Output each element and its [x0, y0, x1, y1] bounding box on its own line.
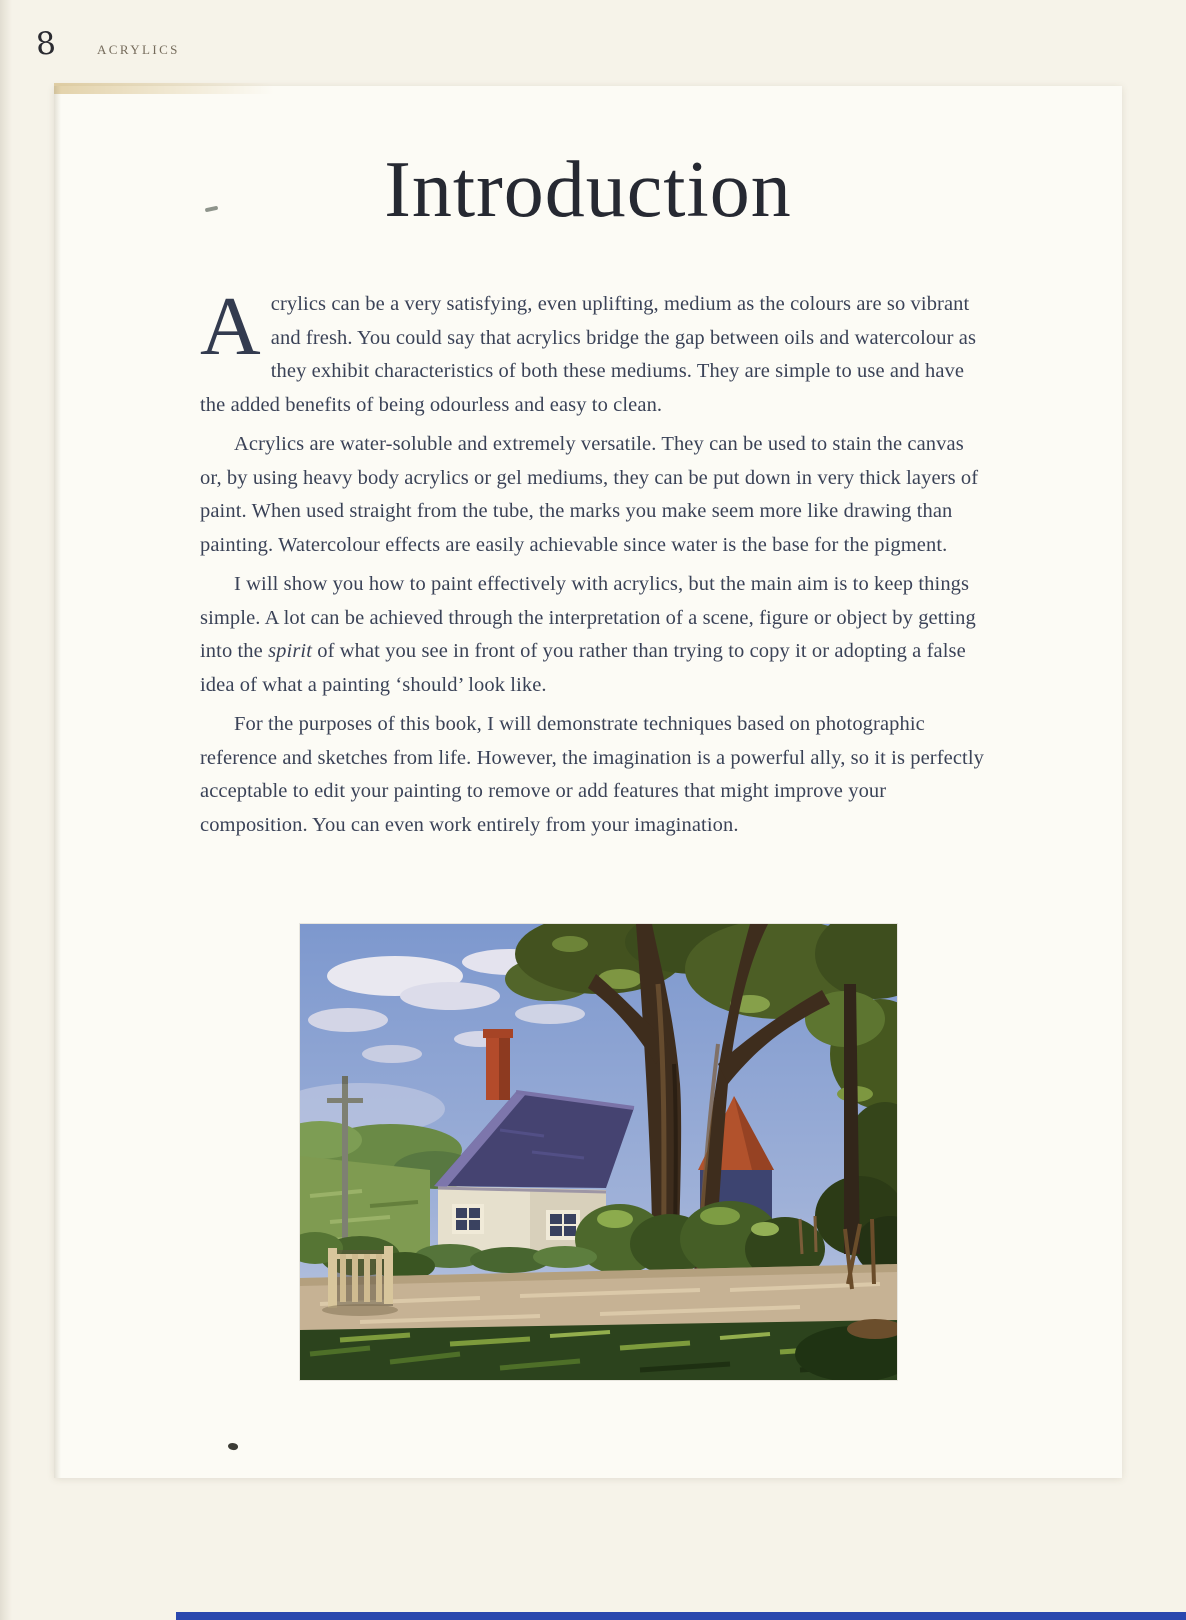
painting-gate [322, 1246, 398, 1316]
page-left-edge-shadow [54, 86, 61, 1478]
paragraph-3-italic: spirit [268, 640, 312, 662]
cottage-painting [300, 924, 897, 1380]
paragraph-3 [200, 568, 988, 702]
page-number: 8 [34, 25, 58, 63]
torn-paper-edge [54, 83, 274, 94]
body-text [200, 280, 988, 848]
paragraph-1 [200, 280, 988, 422]
paragraph-3-text-end: of what you see in front of you rather than trying to copy it or adopting a false idea of what a painting ‘should’ look like. [200, 640, 966, 696]
scan-left-shadow [0, 0, 12, 1620]
scan-edge-strip [176, 1612, 1186, 1620]
drop-cap: A [200, 280, 261, 373]
cottage-window-left [452, 1204, 484, 1234]
paragraph-1-text: crylics can be a very satisfying, even uplifting, medium as the colours are so vibrant and fresh. You could say that acrylics bridge the gap between oils and watercolour as they exhibit characteristics of both these mediums. They are simple to use and have the added benefits of being odourless and easy to clean. [200, 293, 977, 416]
running-header: ACRYLICS [97, 42, 180, 57]
paragraph-4: For the purposes of this book, I will demonstrate techniques based on photographic reference and sketches from life. However, the imagination is a powerful ally, so it is perfectly acceptable to edit your painting to remove or add features that might improve your composition. You can even work entirely from your imagination. [200, 713, 984, 836]
paragraph-2: Acrylics are water-soluble and extremely versatile. They can be used to stain the canvas or, by using heavy body acrylics or gel mediums, they can be put down in very thick layers of paint. When used straight from the tube, the marks you make seem more like drawing than painting. Watercolour effects are easily achievable since water is the base for the pigment. [200, 433, 979, 556]
cottage-painting-svg [300, 924, 897, 1380]
chapter-title: Introduction [384, 146, 792, 234]
paragraph-3-text: I will show you how to paint effectively with acrylics, but the main aim is to keep things simple. A lot can be achieved through the interpretation of a scene, figure or object by getting into the [200, 573, 976, 662]
cottage-window-right [546, 1210, 580, 1240]
